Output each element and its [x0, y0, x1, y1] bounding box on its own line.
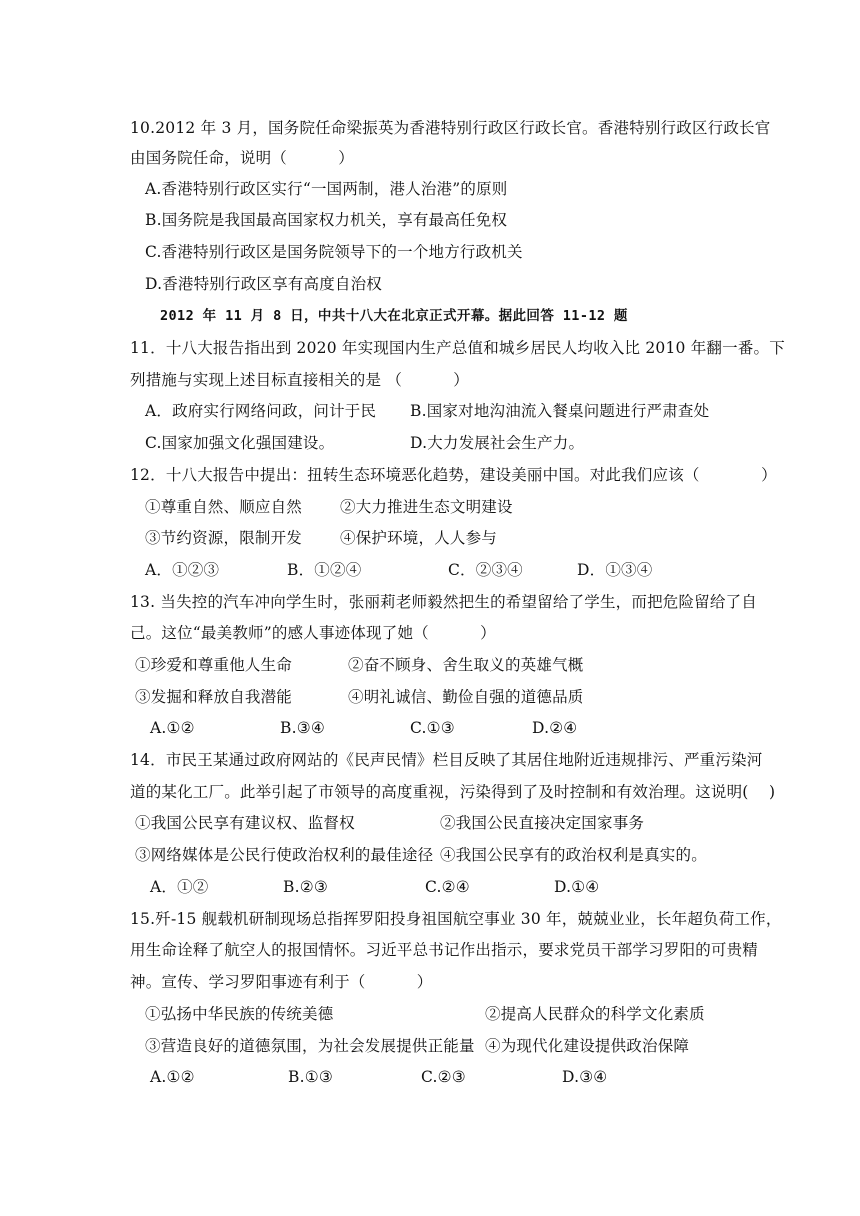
question-14-statement-3: ③网络媒体是公民行使政治权利的最佳途径 — [135, 846, 434, 864]
question-14-answer-b: B.②③ — [283, 878, 328, 896]
question-13-stem-line-2: 己。这位“最美教师”的感人事迹体现了她（ ） — [130, 624, 496, 642]
question-12-stem-line-1: 12．十八大报告中提出：扭转生态环境恶化趋势，建设美丽中国。对此我们应该（ ） — [130, 466, 777, 484]
question-13-statement-4: ④明礼诚信、勤俭自强的道德品质 — [348, 688, 584, 706]
question-13-answer-d: D.②④ — [532, 719, 578, 737]
question-15-stem-line-2: 用生命诠释了航空人的报国情怀。习近平总书记作出指示，要求党员干部学习罗阳的可贵精 — [130, 941, 759, 959]
question-10-option-b: B.国务院是我国最高国家权力机关，享有最高任免权 — [145, 211, 508, 229]
question-14-answer-a: A．①② — [150, 878, 209, 896]
question-11-option-d: D.大力发展社会生产力。 — [410, 434, 585, 452]
question-13-answer-b: B.③④ — [280, 719, 325, 737]
question-15-answer-a: A.①② — [150, 1068, 195, 1086]
question-14-stem-line-1: 14．市民王某通过政府网站的《民声民情》栏目反映了其居住地附近违规排污、严重污染河 — [130, 751, 763, 769]
question-14-statement-2: ②我国公民直接决定国家事务 — [440, 814, 645, 832]
question-12-statement-3: ③节约资源，限制开发 — [145, 529, 303, 547]
question-12-answer-a: A．①②③ — [145, 561, 220, 579]
section-intro-11-12: 2012 年 11 月 8 日，中共十八大在北京正式开幕。据此回答 11-12 题 — [160, 308, 628, 324]
question-13-answer-a: A.①② — [150, 719, 195, 737]
question-15-statement-1: ①弘扬中华民族的传统美德 — [145, 1005, 334, 1023]
question-15-answer-b: B.①③ — [288, 1068, 333, 1086]
question-12-answer-b: B．①②④ — [287, 561, 362, 579]
question-14-answer-d: D.①④ — [554, 878, 600, 896]
question-11-option-c: C.国家加强文化强国建设。 — [145, 434, 335, 452]
question-14-answer-c: C.②④ — [425, 878, 470, 896]
question-10-stem-line-2: 由国务院任命，说明（ ） — [130, 149, 354, 167]
question-11-stem-line-1: 11．十八大报告指出到 2020 年实现国内生产总值和城乡居民人均收入比 2010 年翻一番。下 — [130, 339, 785, 357]
question-14-statement-4: ④我国公民享有的政治权利是真实的。 — [440, 846, 707, 864]
question-12-statement-2: ②大力推进生态文明建设 — [340, 498, 513, 516]
question-15-statement-2: ②提高人民群众的科学文化素质 — [485, 1005, 705, 1023]
question-10-option-d: D.香港特别行政区享有高度自治权 — [145, 275, 383, 293]
question-10-option-c: C.香港特别行政区是国务院领导下的一个地方行政机关 — [145, 243, 523, 261]
question-12-statement-4: ④保护环境，人人参与 — [340, 529, 498, 547]
question-10-stem-line-1: 10.2012 年 3 月，国务院任命梁振英为香港特别行政区行政长官。香港特别行政区行政长官 — [130, 119, 771, 137]
question-15-stem-line-3: 神。宣传、学习罗阳事迹有利于（ ） — [130, 973, 433, 991]
question-11-stem-line-2: 列措施与实现上述目标直接相关的是 （ ） — [130, 371, 469, 389]
question-13-answer-c: C.①③ — [410, 719, 455, 737]
question-11-option-a: A．政府实行网络问政，问计于民 — [145, 402, 377, 420]
question-12-answer-d: D．①③④ — [577, 561, 653, 579]
question-13-statement-2: ②奋不顾身、舍生取义的英雄气概 — [348, 656, 584, 674]
question-12-statement-1: ①尊重自然、顺应自然 — [145, 498, 303, 516]
question-13-statement-1: ①珍爱和尊重他人生命 — [135, 656, 293, 674]
question-13-stem-line-1: 13. 当失控的汽车冲向学生时，张丽莉老师毅然把生的希望留给了学生，而把危险留给了自 — [130, 593, 757, 611]
question-11-option-b: B.国家对地沟油流入餐桌问题进行严肃查处 — [410, 402, 710, 420]
question-12-answer-c: C．②③④ — [448, 561, 523, 579]
question-15-stem-line-1: 15.歼-15 舰载机研制现场总指挥罗阳投身祖国航空事业 30 年，兢兢业业，长年超负荷工作， — [130, 910, 782, 928]
question-13-statement-3: ③发掘和释放自我潜能 — [135, 688, 293, 706]
question-14-statement-1: ①我国公民享有建议权、监督权 — [135, 814, 355, 832]
question-10-option-a: A.香港特别行政区实行“一国两制，港人治港”的原则 — [145, 180, 508, 198]
question-15-statement-4: ④为现代化建设提供政治保障 — [485, 1037, 690, 1055]
question-15-statement-3: ③营造良好的道德氛围，为社会发展提供正能量 — [145, 1037, 475, 1055]
question-15-answer-d: D.③④ — [562, 1068, 608, 1086]
question-15-answer-c: C.②③ — [421, 1068, 466, 1086]
question-14-stem-line-2: 道的某化工厂。此举引起了市领导的高度重视，污染得到了及时控制和有效治理。这说明( ) — [130, 783, 776, 801]
